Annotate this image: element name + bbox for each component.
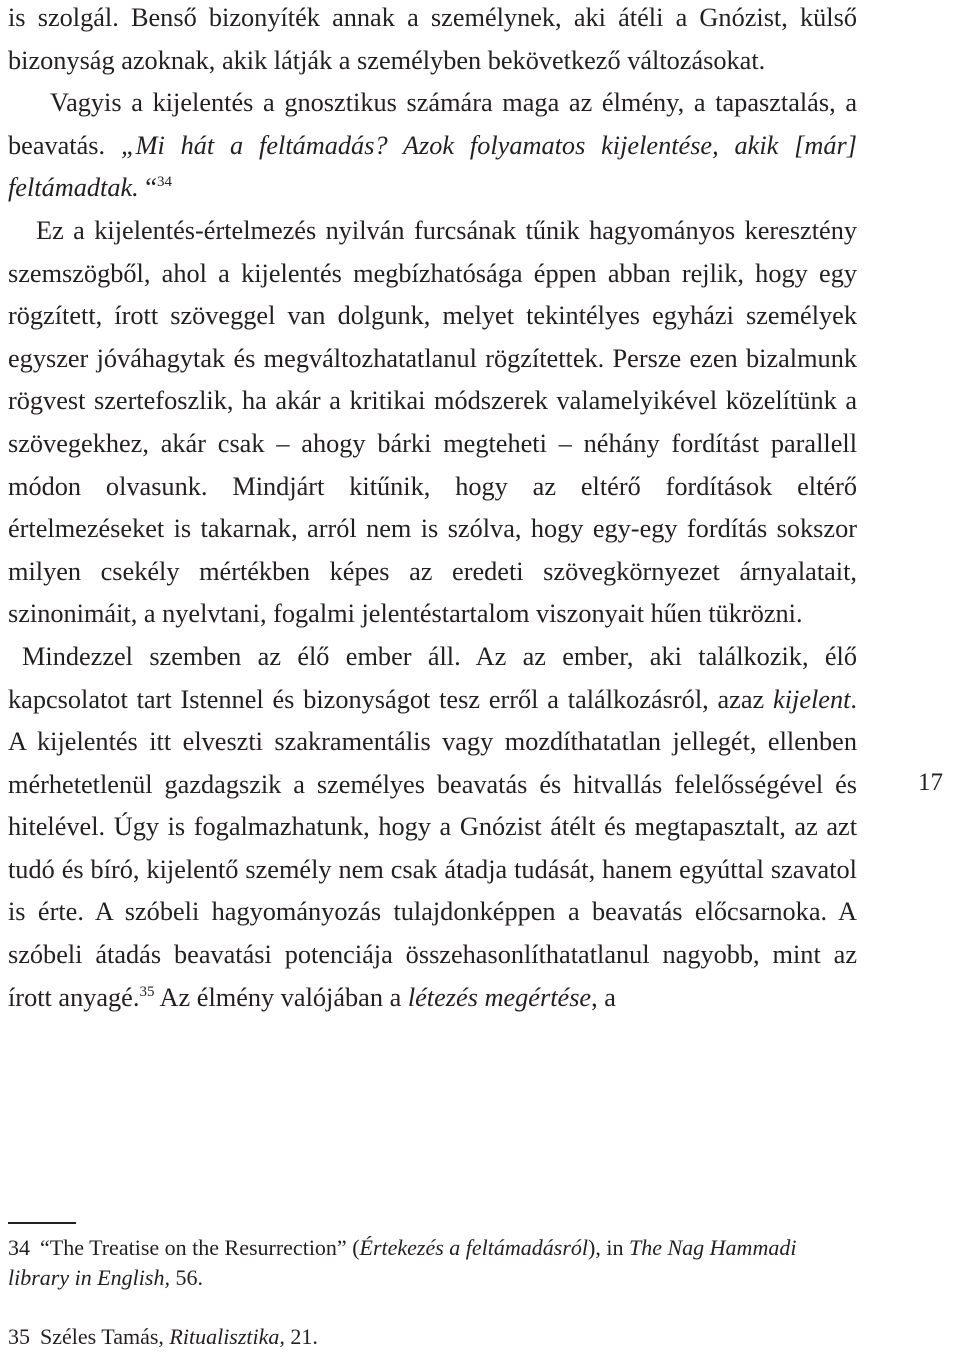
quotation: „Mi hát a feltámadás? Azok folyamatos kijelentése, akik [már] feltámadtak.: [8, 130, 857, 203]
paragraph-4-part-c: Az élmény valójában a: [154, 982, 408, 1012]
footnote-source-title: Ritualisztika,: [169, 1324, 285, 1349]
footnote-number: 35: [8, 1324, 30, 1349]
footnote-34: [8, 1233, 858, 1293]
footnote-page: 21.: [284, 1324, 318, 1349]
footnote-ref-34[interactable]: 34: [156, 174, 172, 191]
paragraph-1: is szolgál. Benső bizonyíték annak a személynek, aki átéli a Gnózist, külső bizonyság azoknak, akik látják a személyben bekövetkező változásokat.: [8, 3, 857, 75]
emphasis-kijelent: kijelent: [773, 684, 851, 714]
paragraph-2-intro: Vagyis a kijelentés a gnosztikus számára maga az élmény, a tapasztalás, a beavatás.: [8, 88, 857, 160]
footnotes: [8, 1233, 858, 1352]
paragraph-4: [8, 636, 857, 1019]
page-number: 17: [918, 769, 943, 796]
footnote-divider: [8, 1222, 76, 1224]
footnote-35: [8, 1322, 858, 1352]
footnote-text: ), in: [588, 1235, 629, 1260]
paragraph-4-part-d: , a: [591, 982, 616, 1012]
emphasis-letezes: létezés megértése: [407, 982, 592, 1012]
paragraph-2: [8, 82, 857, 210]
paragraph-3: Ez a kijelentés-értelmezés nyilván furcsának tűnik hagyományos keresztény szemszögből, ahol a kijelentés megbízhatósága éppen abban rejlik, hogy egy rögzített, írott szöveggel van dolgunk, melyet tekintélyes egyházi személyek egyszer jóváhagytak és megváltozhatatlanul rögzítettek. Persze ezen bizalmunk rögvest szertefoszlik, ha akár a kritikai módszerek valamelyikével közelítünk a szövegekhez, akár csak – ahogy bárki megteheti – néhány fordítást parallell módon olvasunk. Mindjárt kitűnik, hogy az eltérő fordítások eltérő értelmezéseket is takarnak, arról nem is szólva, hogy egy-egy fordítás sokszor milyen csekély mértékben képes az eredeti szövegkörnyezet árnyalatait, szinonimáit, a nyelvtani, fogalmi jelentéstartalom viszonyait hűen tükrözni.: [8, 215, 857, 629]
footnote-author: Széles Tamás,: [40, 1324, 170, 1349]
footnote-number: 34: [8, 1235, 30, 1260]
paragraph-4-part-b: . A kijelentés itt elveszti szakramentális vagy mozdíthatatlan jellegét, ellenben mérhetetlenül gazdagszik a személyes beavatás és hitvallás felelősségével és hitelével. Úgy is fogalmazhatunk, hogy a Gnózist átélt és megtapasztalt, az azt tudó és bíró, kijelentő személy nem csak átadja tudását, hanem egyúttal szavatol is érte. A szóbeli hagyományozás tulajdonképpen a beavatás előcsarnoka. A szóbeli átadás beavatási potenciája összehasonlíthatatlanul nagyobb, mint az írott anyagé.: [8, 684, 857, 1012]
quotation-close: “: [138, 173, 157, 203]
footnote-title-hu: Értekezés a feltámadásról: [359, 1235, 589, 1260]
footnote-ref-35[interactable]: 35: [139, 983, 155, 1000]
footnote-text: “The Treatise on the Resurrection” (: [40, 1235, 360, 1260]
paragraph-4-part-a: Mindezzel szemben az élő ember áll. Az az ember, aki találkozik, élő kapcsolatot tart Istennel és bizonyságot tesz erről a találkozásról, azaz: [8, 641, 857, 714]
main-text: [8, 0, 857, 1019]
footnote-page: 56.: [169, 1265, 203, 1290]
footnote-source-title: The Nag Hammadi library in English,: [8, 1235, 797, 1290]
